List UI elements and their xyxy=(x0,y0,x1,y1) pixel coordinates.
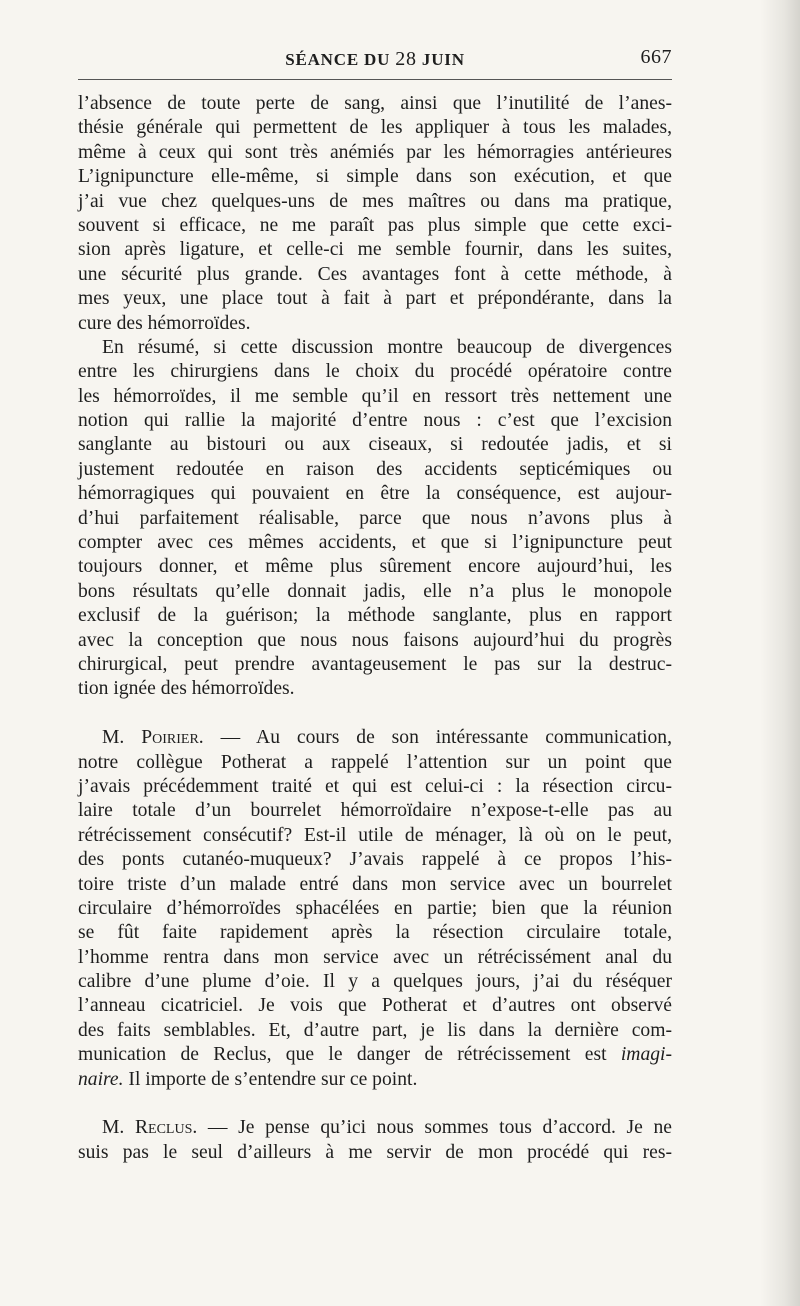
text-line: même à ceux qui sont très anémiés par les hémorragies antérieures xyxy=(78,141,672,163)
text-line: tion ignée des hémorroïdes. xyxy=(78,678,295,700)
text-fragment: — Au cours de son intéressante communication, xyxy=(220,727,672,749)
paragraph-2 xyxy=(78,336,672,702)
reclus-statement xyxy=(78,1116,672,1165)
text-line: chirurgical, peut prendre avantageusement le pas sur la destruc- xyxy=(78,653,672,675)
text-line: une sécurité plus grande. Ces avantages font à cette méthode, à xyxy=(78,263,672,285)
text-line: thésie générale qui permettent de les appliquer à tous les malades, xyxy=(78,117,672,139)
text-line: En résumé, si cette discussion montre beaucoup de divergences xyxy=(102,336,672,358)
text-line: l’anneau cicatriciel. Je vois que Potherat et d’autres ont observé xyxy=(78,995,672,1017)
title-suffix: JUIN xyxy=(421,50,465,69)
header-rule xyxy=(78,79,672,80)
text-line xyxy=(78,1116,672,1140)
text-line: bons résultats qu’elle donnait jadis, elle n’a plus le monopole xyxy=(78,580,672,602)
italic-fragment: naire. xyxy=(78,1068,124,1090)
text-line: toujours donner, et même plus sûrement encore aujourd’hui, les xyxy=(78,556,672,578)
text-line: sion après ligature, et celle-ci me semble fournir, dans les suites, xyxy=(78,239,672,261)
italic-fragment: imagi- xyxy=(620,1044,672,1066)
text-line: souvent si efficace, ne me paraît pas plus simple que cette exci- xyxy=(78,214,672,236)
title-prefix: SÉANCE DU xyxy=(285,50,391,69)
text-line: entre les chirurgiens dans le choix du procédé opératoire contre xyxy=(78,361,672,383)
poirier-statement xyxy=(78,726,672,1092)
text-line: des ponts cutanéo-muqueux? J’avais rappelé à ce propos l’his- xyxy=(78,849,672,871)
text-line: justement redoutée en raison des accidents septicémiques ou xyxy=(78,458,672,480)
text-line: exclusif de la guérison; la méthode sanglante, plus en rapport xyxy=(78,605,672,627)
text-line: notre collègue Potherat a rappelé l’attention sur un point que xyxy=(78,751,672,773)
text-line: avec la conception que nous nous faisons aujourd’hui du progrès xyxy=(78,629,672,651)
text-body xyxy=(78,92,672,1165)
text-line: laire totale d’un bourrelet hémorroïdaire n’expose-t-elle pas au xyxy=(78,800,672,822)
paragraph-1 xyxy=(78,92,672,336)
text-line: les hémorroïdes, il me semble qu’il en ressort très nettement une xyxy=(78,385,672,407)
text-line: rétrécissement consécutif? Est-il utile de ménager, là où on le peut, xyxy=(78,824,672,846)
text-line: compter avec ces mêmes accidents, et que si l’ignipuncture peut xyxy=(78,532,672,554)
page-header xyxy=(78,44,672,70)
text-fragment: — Je pense qu’ici nous sommes tous d’accord. Je ne xyxy=(207,1117,672,1139)
page-number: 667 xyxy=(640,46,672,68)
text-line: j’avais précédemment traité et qui est celui-ci : la résection circu- xyxy=(78,775,672,797)
text-line: calibre d’une plume d’oie. Il y a quelques jours, j’ai du réséquer xyxy=(78,971,672,993)
text-line: toire triste d’un malade entré dans mon service avec un bourrelet xyxy=(78,873,672,895)
text-line: d’hui parfaitement réalisable, parce que nous n’avons plus à xyxy=(78,507,672,529)
title-number: 28 xyxy=(395,48,417,70)
text-line: des faits semblables. Et, d’autre part, je lis dans la dernière com- xyxy=(78,1019,672,1041)
text-line: circulaire d’hémorroïdes sphacélées en partie; bien que la réunion xyxy=(78,897,672,919)
text-fragment: Il importe de s’entendre sur ce point. xyxy=(123,1068,418,1090)
text-line: mes yeux, une place tout à fait à part et prépondérante, dans la xyxy=(78,288,672,310)
text-line: sanglante au bistouri ou aux ciseaux, si redoutée jadis, et si xyxy=(78,434,672,456)
text-line: notion qui rallie la majorité d’entre nous : c’est que l’excision xyxy=(78,410,672,432)
text-line: se fût faite rapidement après la résection circulaire totale, xyxy=(78,922,672,944)
text-line: l’homme rentra dans mon service avec un rétrécissément anal du xyxy=(78,946,672,968)
text-line xyxy=(78,726,672,750)
speaker-name: M. Reclus. xyxy=(102,1117,198,1139)
running-title xyxy=(78,48,672,71)
text-line: suis pas le seul d’ailleurs à me servir de mon procédé qui res- xyxy=(78,1141,672,1163)
text-line: hémorragiques qui pouvaient en être la conséquence, est aujour- xyxy=(78,483,672,505)
text-line: cure des hémorroïdes. xyxy=(78,312,251,334)
text-line: j’ai vue chez quelques-uns de mes maîtres ou dans ma pratique, xyxy=(78,190,672,212)
text-line: l’absence de toute perte de sang, ainsi que l’inutilité de l’anes- xyxy=(78,93,672,114)
speaker-name: M. Poirier. xyxy=(102,727,204,749)
page-edge-shadow xyxy=(760,0,800,1306)
section-gap xyxy=(78,702,672,726)
text-fragment: munication de Reclus, que le danger de rétrécissement est xyxy=(78,1044,607,1066)
text-line xyxy=(78,1043,672,1067)
text-line xyxy=(78,1068,672,1092)
section-gap xyxy=(78,1092,672,1116)
text-line: L’ignipuncture elle-même, si simple dans son exécution, et que xyxy=(78,166,672,188)
